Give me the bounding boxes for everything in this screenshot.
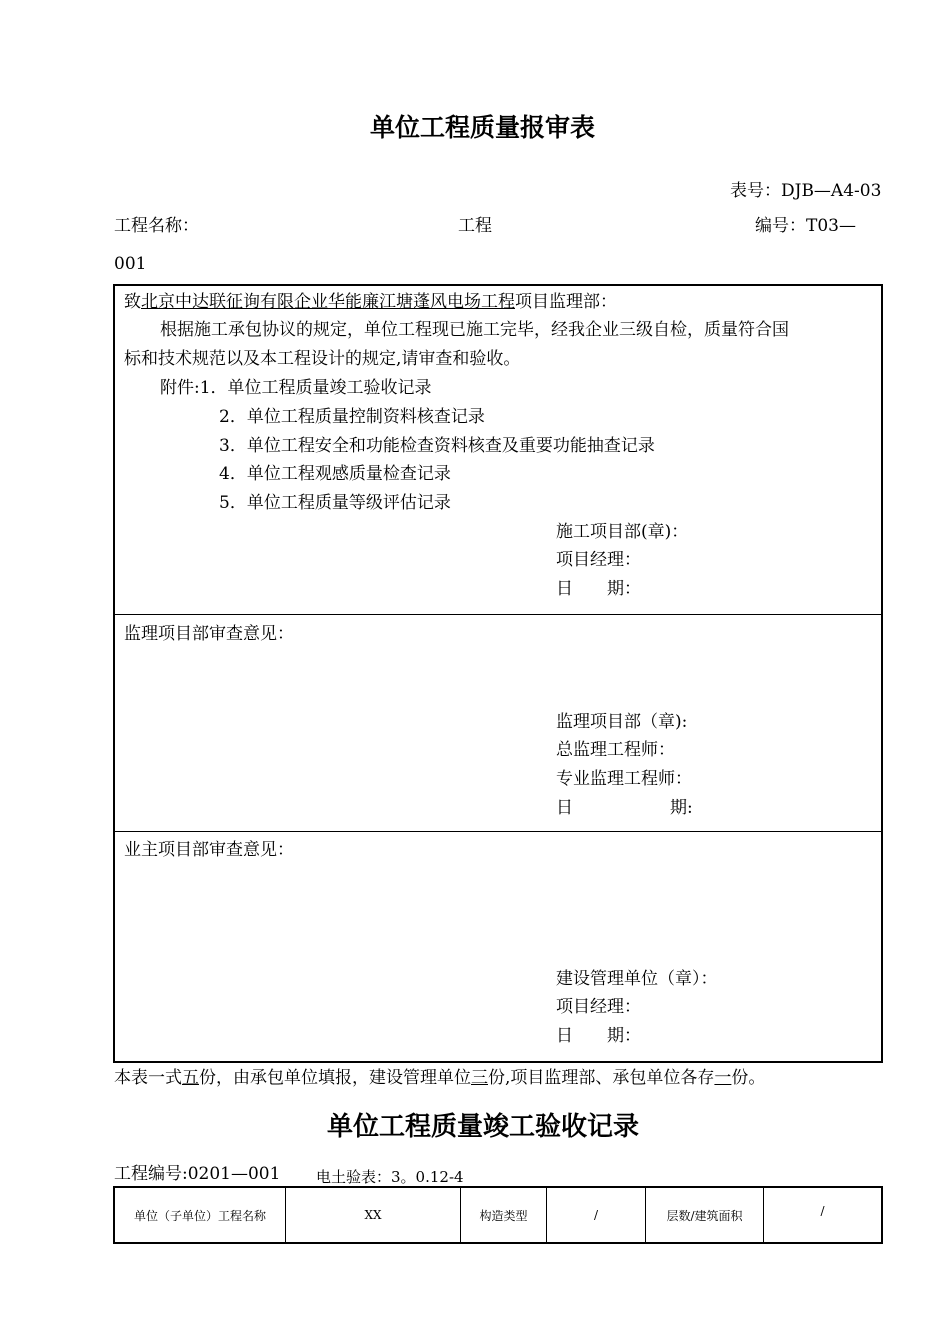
serial-label: 编号：T03— <box>755 216 856 236</box>
serial-continuation: 001 <box>114 254 147 274</box>
attachment-item: 5．单位工程质量等级评估记录 <box>219 493 451 513</box>
attachment-item: 3．单位工程安全和功能检查资料核查及重要功能抽查记录 <box>219 436 655 456</box>
body-text-line: 标和技术规范以及本工程设计的规定,请审查和验收。 <box>124 349 521 369</box>
addressee-suffix: 项目监理部： <box>515 292 617 312</box>
owner-seal: 建设管理单位（章）： <box>556 969 718 989</box>
supervision-opinion-label: 监理项目部审查意见： <box>124 624 294 644</box>
contractor-seal: 施工项目部(章)： <box>556 522 689 542</box>
copies-note-text: 份,项目监理部、承包单位各存 <box>488 1068 715 1088</box>
project-number: 工程编号:0201—001 <box>114 1164 281 1184</box>
contractor-date: 日 期： <box>556 579 641 599</box>
table-cell-floors-value: / <box>820 1204 825 1218</box>
copies-owner: 三 <box>471 1068 488 1088</box>
table-cell-unit-name-label: 单位（子单位）工程名称 <box>133 1208 266 1223</box>
addressee-line <box>124 292 617 312</box>
copies-note-text: 份。 <box>731 1068 766 1088</box>
attachment-item: 2．单位工程质量控制资料核查记录 <box>219 407 485 427</box>
copies-note <box>114 1068 765 1088</box>
owner-opinion-label: 业主项目部审查意见： <box>124 840 294 860</box>
supervision-seal: 监理项目部（章): <box>556 712 688 732</box>
attachment-item: 4．单位工程观感质量检查记录 <box>219 464 451 484</box>
second-form-title: 单位工程质量竣工验收记录 <box>327 1112 640 1142</box>
copies-note-text: 本表一式 <box>114 1068 182 1088</box>
section-divider <box>114 831 882 832</box>
table-cell-floors-label: 层数/建筑面积 <box>666 1208 743 1223</box>
specialist-engineer: 专业监理工程师： <box>556 769 692 789</box>
form-title: 单位工程质量报审表 <box>370 113 596 142</box>
project-suffix: 工程 <box>458 216 492 236</box>
addressee-company: 北京中达联征询有限企业华能廉江塘蓬风电场工程 <box>141 292 515 312</box>
contractor-manager: 项目经理： <box>556 550 641 570</box>
supervision-date-suffix: 期: <box>670 798 693 818</box>
form-reference: 电土验表：3。0.12-4 <box>316 1168 464 1186</box>
table-cell-structure-value: / <box>593 1208 599 1222</box>
table-cell-structure-label: 构造类型 <box>479 1208 528 1223</box>
owner-date: 日 期： <box>556 1026 641 1046</box>
copies-total: 五 <box>182 1068 199 1088</box>
addressee-prefix: 致 <box>124 292 141 312</box>
project-name-label: 工程名称： <box>114 216 199 236</box>
approval-form-box <box>113 284 883 1063</box>
body-text-line: 根据施工承包协议的规定，单位工程现已施工完毕，经我企业三级自检，质量符合国 <box>160 320 789 340</box>
form-number: 表号：DJB—A4-03 <box>730 181 882 201</box>
copies-note-text: 份，由承包单位填报，建设管理单位 <box>199 1068 471 1088</box>
copies-each: 一 <box>714 1068 732 1088</box>
owner-manager: 项目经理： <box>556 997 641 1017</box>
table-cell-unit-name-value: XX <box>364 1208 382 1222</box>
chief-engineer: 总监理工程师： <box>556 740 675 760</box>
section-divider <box>114 614 882 615</box>
attachment-item: 附件:1．单位工程质量竣工验收记录 <box>160 378 432 398</box>
supervision-date-label: 日 <box>556 798 573 818</box>
